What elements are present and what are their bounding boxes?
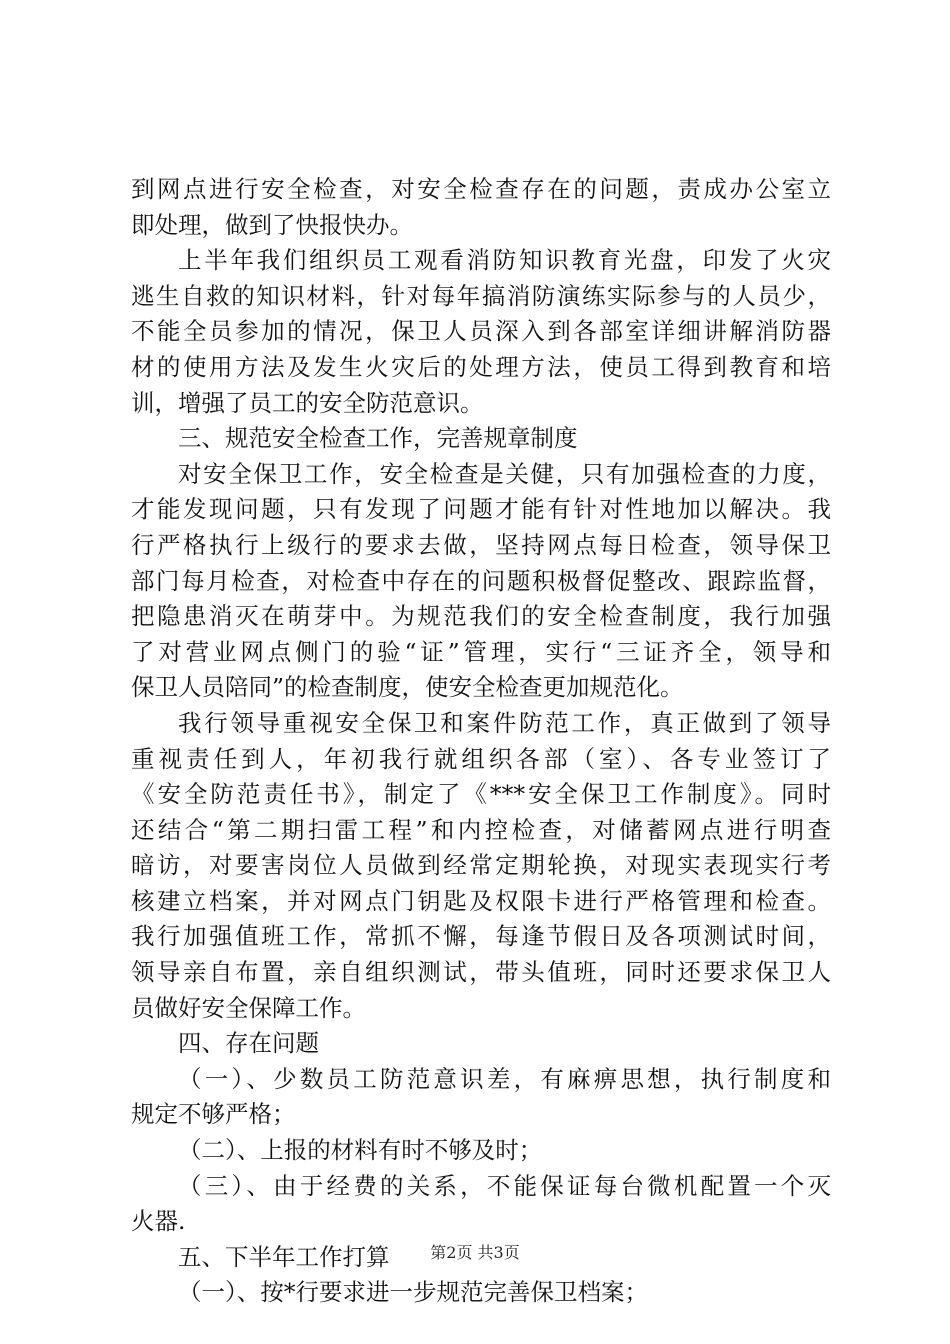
text-line: 把隐患消灭在萌芽中。为规范我们的安全检查制度，我行加强 [131, 602, 831, 631]
text-line: 才能发现问题，只有发现了问题才能有针对性地加以解决。我 [131, 495, 831, 524]
text-line: 了对营业网点侧门的验“证”管理，实行“三证齐全，领导和 [131, 637, 831, 666]
text-line: 三、规范安全检查工作，完善规章制度 [178, 424, 578, 453]
text-line: 领导亲自布置，亲自组织测试，带头值班，同时还要求保卫人 [131, 958, 831, 987]
text-line: 四、存在问题 [178, 1029, 319, 1058]
text-line: 规定不够严格； [131, 1100, 296, 1129]
text-line: 部门每月检查，对检查中存在的问题积极督促整改、跟踪监督， [131, 566, 831, 595]
text-line: 五、下半年工作打算 [178, 1242, 390, 1271]
text-line: 火器. [131, 1207, 186, 1236]
text-line: （三）、由于经费的关系，不能保证每台微机配置一个灭 [178, 1171, 831, 1200]
text-line: 我行加强值班工作，常抓不懈，每逢节假日及各项测试时间， [131, 922, 831, 951]
page-number: 第2页 共3页 [430, 1243, 520, 1262]
text-line: 材的使用方法及发生火灾后的处理方法，使员工得到教育和培 [131, 352, 831, 381]
text-line: 不能全员参加的情况，保卫人员深入到各部室详细讲解消防器 [131, 317, 831, 346]
text-line: 重视责任到人，年初我行就组织各部（室）、各专业签订了 [131, 744, 831, 773]
text-line: 对安全保卫工作，安全检查是关健，只有加强检查的力度， [178, 459, 831, 488]
text-line: 员做好安全保障工作。 [131, 993, 366, 1022]
page-footer [0, 1243, 950, 1263]
document-body [131, 172, 831, 1311]
text-line: 上半年我们组织员工观看消防知识教育光盘，印发了火灾 [178, 246, 831, 275]
text-line: 核建立档案，并对网点门钥匙及权限卡进行严格管理和检查。 [131, 886, 831, 915]
text-line: 暗访，对要害岗位人员做到经常定期轮换，对现实表现实行考 [131, 851, 831, 880]
text-line: 到网点进行安全检查，对安全检查存在的问题，责成办公室立 [131, 175, 831, 203]
text-line: 《安全防范责任书》，制定了《***安全保卫工作制度》。同时 [131, 780, 831, 809]
text-line: 逃生自救的知识材料，针对每年搞消防演练实际参与的人员少， [131, 281, 831, 310]
text-line: 保卫人员陪同”的检查制度，使安全检查更加规范化。 [131, 673, 684, 702]
text-line: （一）、按*行要求进一步规范完善保卫档案； [178, 1278, 648, 1307]
text-line: 行严格执行上级行的要求去做，坚持网点每日检查，领导保卫 [131, 530, 831, 559]
text-line: （一）、少数员工防范意识差，有麻痹思想，执行制度和 [178, 1064, 831, 1093]
text-line: 训，增强了员工的安全防范意识。 [131, 388, 484, 417]
text-line: 即处理，做到了快报快办。 [131, 210, 413, 239]
text-line: 还结合“第二期扫雷工程”和内控检查，对储蓄网点进行明查 [131, 815, 831, 844]
text-line: （二）、上报的材料有时不够及时； [178, 1136, 543, 1165]
text-line: 我行领导重视安全保卫和案件防范工作，真正做到了领导 [178, 708, 831, 737]
